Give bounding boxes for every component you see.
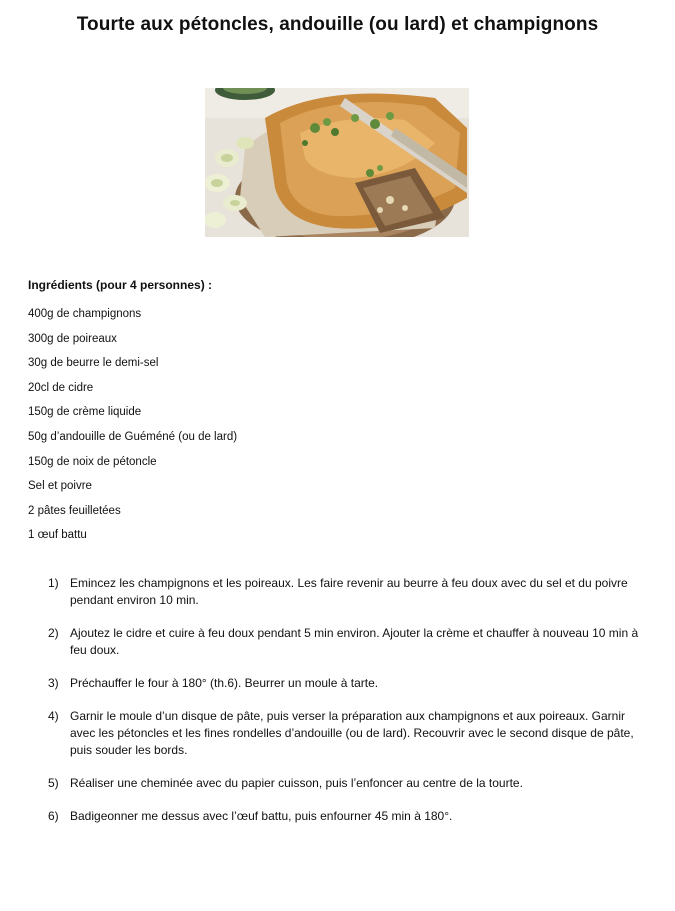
ingredient-item: 30g de beurre le demi-sel [28, 357, 159, 370]
step-text: Badigeonner me dessus avec l’œuf battu, puis enfourner 45 min à 180°. [70, 809, 453, 823]
step-number: 5) [48, 776, 59, 790]
ingredient-item: 400g de champignons [28, 308, 142, 320]
ingredient-item: 50g d’andouille de Guéméné (ou de lard) [28, 430, 238, 443]
step-number: 3) [48, 676, 59, 690]
ingredient-item: 150g de crème liquide [28, 406, 142, 419]
step-item [48, 708, 648, 759]
step-item [48, 808, 648, 825]
recipe-title: Tourte aux pétoncles, andouille (ou lard) et champignons [76, 14, 599, 35]
step-item [48, 675, 648, 692]
steps-list [48, 575, 648, 841]
step-text: Préchauffer le four à 180° (th.6). Beurrer un moule à tarte. [70, 676, 379, 690]
step-text: Garnir le moule d’un disque de pâte, puis verser la préparation aux champignons et aux poireaux. Garnir avec les pétoncles et les fines rondelles d’andouille (ou de lard). Recouvrir avec le second disque de pâte, puis souder les bords. [70, 709, 634, 757]
step-number: 6) [48, 809, 59, 823]
step-text: Emincez les champignons et les poireaux. Les faire revenir au beurre à feu doux avec du sel et du poivre pendant environ 10 min. [70, 576, 628, 607]
step-number: 1) [48, 576, 59, 590]
tourte-photo [205, 88, 469, 237]
ingredient-item: 300g de poireaux [28, 332, 117, 345]
ingredients-list [28, 306, 237, 552]
ingredient-item: 20cl de cidre [28, 381, 94, 394]
ingredient-item: 150g de noix de pétoncle [28, 455, 157, 468]
step-text: Réaliser une cheminée avec du papier cuisson, puis l’enfoncer au centre de la tourte. [70, 776, 523, 790]
ingredient-item: 2 pâtes feuilletées [28, 504, 121, 517]
step-item [48, 575, 648, 609]
step-number: 4) [48, 709, 59, 723]
step-item [48, 625, 648, 659]
step-number: 2) [48, 626, 59, 640]
step-text: Ajoutez le cidre et cuire à feu doux pendant 5 min environ. Ajouter la crème et chauffer à nouveau 10 min à feu doux. [70, 626, 639, 657]
ingredients-header: Ingrédients (pour 4 personnes) : [28, 278, 213, 292]
ingredient-item: 1 œuf battu [28, 529, 87, 542]
step-item [48, 775, 648, 792]
ingredient-item: Sel et poivre [28, 480, 92, 493]
